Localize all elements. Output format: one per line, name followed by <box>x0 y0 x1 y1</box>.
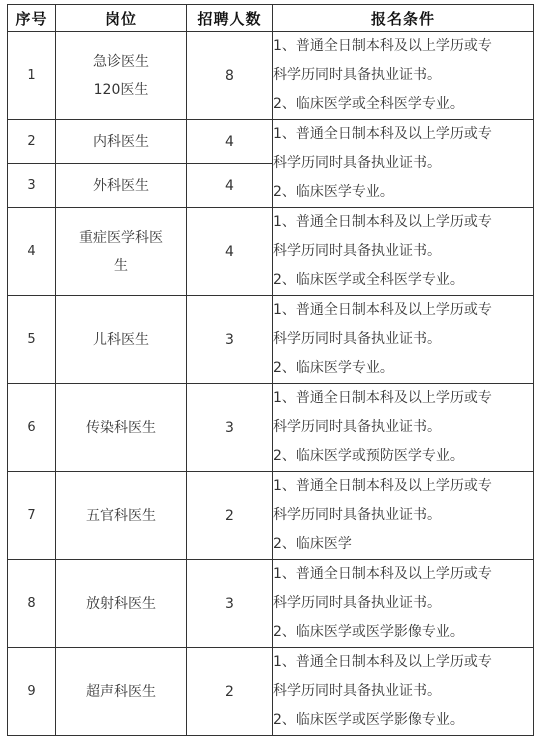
table-row <box>8 560 534 648</box>
requirement-line: 2、临床医学 <box>273 536 352 552</box>
requirement-line: 2、临床医学或医学影像专业。 <box>273 712 464 728</box>
table-row <box>8 208 534 296</box>
requirement-line: 1、普通全日制本科及以上学历或专 <box>273 654 492 670</box>
header-no: 序号 <box>8 5 56 32</box>
recruitment-table <box>7 4 534 736</box>
row-position: 外科医生 <box>56 164 187 208</box>
row-position <box>56 208 187 296</box>
row-position: 放射科医生 <box>56 560 187 648</box>
position-line: 急诊医生 <box>93 53 149 70</box>
row-position: 内科医生 <box>56 120 187 164</box>
requirement-line: 科学历同时具备执业证书。 <box>273 419 441 435</box>
row-position <box>56 32 187 120</box>
table-row <box>8 472 534 560</box>
table-row <box>8 120 534 164</box>
row-no: 5 <box>8 296 56 384</box>
requirement-line: 2、临床医学专业。 <box>273 184 394 200</box>
row-position: 超声科医生 <box>56 648 187 736</box>
requirement-line: 2、临床医学或全科医学专业。 <box>273 96 464 112</box>
table-row <box>8 648 534 736</box>
row-no: 2 <box>8 120 56 164</box>
requirement-line: 1、普通全日制本科及以上学历或专 <box>273 390 492 406</box>
requirement-line: 科学历同时具备执业证书。 <box>273 595 441 611</box>
requirement-line: 科学历同时具备执业证书。 <box>273 155 441 171</box>
row-count: 4 <box>187 120 273 164</box>
requirement-line: 2、临床医学或医学影像专业。 <box>273 624 464 640</box>
row-count: 3 <box>187 560 273 648</box>
requirement-line: 科学历同时具备执业证书。 <box>273 507 441 523</box>
header-count: 招聘人数 <box>187 5 273 32</box>
header-row <box>8 5 534 32</box>
row-count: 4 <box>187 164 273 208</box>
table-row <box>8 32 534 120</box>
requirement-line: 1、普通全日制本科及以上学历或专 <box>273 126 492 142</box>
table-header <box>8 5 534 32</box>
requirement-line: 1、普通全日制本科及以上学历或专 <box>273 38 492 54</box>
row-requirements <box>273 208 534 296</box>
requirement-line: 2、临床医学或全科医学专业。 <box>273 272 464 288</box>
requirement-line: 2、临床医学专业。 <box>273 360 394 376</box>
row-no: 9 <box>8 648 56 736</box>
requirement-line: 科学历同时具备执业证书。 <box>273 331 441 347</box>
header-requirements: 报名条件 <box>273 5 534 32</box>
row-requirements <box>273 560 534 648</box>
requirement-line: 科学历同时具备执业证书。 <box>273 683 441 699</box>
row-requirements <box>273 648 534 736</box>
row-requirements-merged <box>273 120 534 208</box>
row-requirements <box>273 32 534 120</box>
row-no: 1 <box>8 32 56 120</box>
row-count: 3 <box>187 384 273 472</box>
table-row <box>8 384 534 472</box>
row-no: 3 <box>8 164 56 208</box>
row-requirements <box>273 384 534 472</box>
table-body <box>8 32 534 736</box>
position-line: 生 <box>114 257 128 274</box>
table-row <box>8 296 534 384</box>
row-requirements <box>273 472 534 560</box>
row-position: 传染科医生 <box>56 384 187 472</box>
row-count: 4 <box>187 208 273 296</box>
requirement-line: 1、普通全日制本科及以上学历或专 <box>273 214 492 230</box>
row-count: 2 <box>187 472 273 560</box>
row-requirements <box>273 296 534 384</box>
requirement-line: 1、普通全日制本科及以上学历或专 <box>273 478 492 494</box>
header-position: 岗位 <box>56 5 187 32</box>
row-count: 8 <box>187 32 273 120</box>
requirement-line: 科学历同时具备执业证书。 <box>273 67 441 83</box>
row-no: 6 <box>8 384 56 472</box>
row-no: 8 <box>8 560 56 648</box>
requirement-line: 1、普通全日制本科及以上学历或专 <box>273 302 492 318</box>
row-no: 7 <box>8 472 56 560</box>
requirement-line: 1、普通全日制本科及以上学历或专 <box>273 566 492 582</box>
row-no: 4 <box>8 208 56 296</box>
requirement-line: 2、临床医学或预防医学专业。 <box>273 448 464 464</box>
position-line: 120医生 <box>93 81 149 98</box>
row-position: 儿科医生 <box>56 296 187 384</box>
position-line: 重症医学科医 <box>79 229 163 246</box>
row-position: 五官科医生 <box>56 472 187 560</box>
row-count: 3 <box>187 296 273 384</box>
requirement-line: 科学历同时具备执业证书。 <box>273 243 441 259</box>
row-count: 2 <box>187 648 273 736</box>
